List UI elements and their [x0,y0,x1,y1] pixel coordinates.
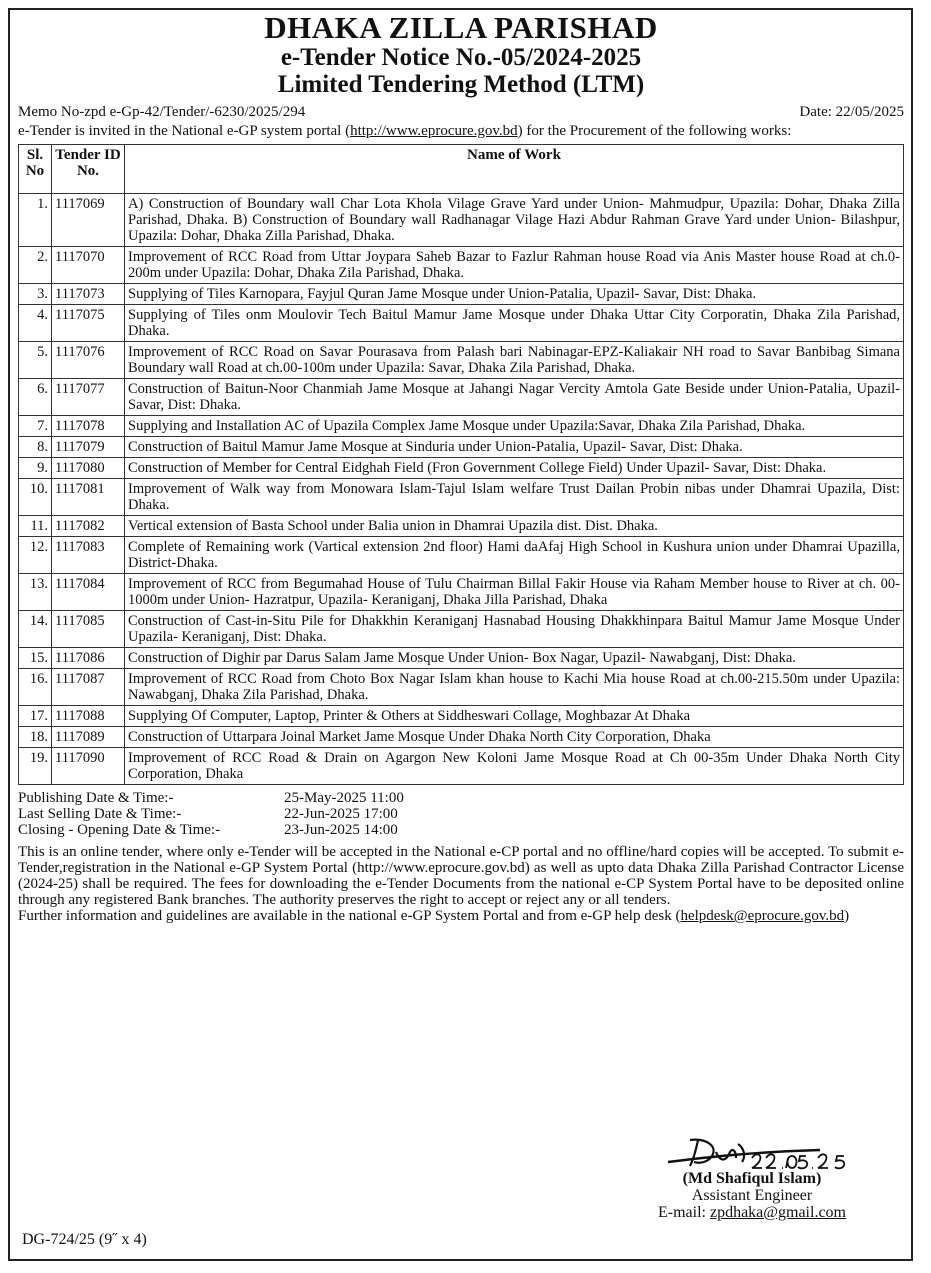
tender-id-cell: 1117088 [52,706,125,727]
table-header-row [19,145,904,194]
work-name-cell: Construction of Dighir par Darus Salam Jame Mosque Under Union- Box Nagar, Upazil- Nawabganj, Dist: Dhaka. [125,648,904,669]
work-name-cell: Supplying and Installation AC of Upazila Complex Jame Mosque under Upazila:Savar, Dhaka Zila Parishad, Dhaka. [125,416,904,437]
further-info-paragraph [18,908,904,924]
signatory-email-link[interactable]: zpdhaka@gmail.com [709,1204,846,1221]
signatory-email [612,1204,892,1221]
date-value: 25-May-2025 11:00 [284,790,404,806]
table-row [19,194,904,247]
table-row [19,479,904,516]
serial-number-cell: 10. [19,479,52,516]
serial-number-cell: 6. [19,379,52,416]
serial-number-cell: 1. [19,194,52,247]
tender-id-cell: 1117075 [52,305,125,342]
signatory-designation: Assistant Engineer [691,1187,813,1204]
serial-number-cell: 7. [19,416,52,437]
serial-number-cell: 15. [19,648,52,669]
date-value: 23-Jun-2025 14:00 [284,822,398,838]
tender-id-cell: 1117069 [52,194,125,247]
office-title: DHAKA ZILLA PARISHAD [264,10,658,45]
serial-number-cell: 13. [19,574,52,611]
notice-date: Date: 22/05/2025 [799,104,904,120]
tender-id-cell: 1117076 [52,342,125,379]
table-row [19,379,904,416]
date-row [18,822,904,838]
notice-number: e-Tender Notice No.-05/2024-2025 [280,44,642,71]
table-row [19,516,904,537]
table-row [19,342,904,379]
tender-id-cell: 1117070 [52,247,125,284]
work-name-cell: Construction of Cast-in-Situ Pile for Dhakkhin Keraniganj Hasnabad Housing Dhakkhinpara Baitul Mamur Jame Mosque Under Upazila- Keraniganj, Dist: Dhaka. [125,611,904,648]
date-label: Closing - Opening Date & Time:- [18,822,221,838]
serial-number-cell: 19. [19,748,52,785]
works-table-body [19,194,904,785]
tender-id-cell: 1117077 [52,379,125,416]
work-name-cell: Improvement of Walk way from Monowara Islam-Tajul Islam welfare Trust Dailan Probin nibas under Dhamrai Upazila, Dist: Dhaka. [125,479,904,516]
table-row [19,648,904,669]
work-name-cell: Supplying of Tiles onm Moulovir Tech Baitul Mamur Jame Mosque under Dhaka Uttar City Corporatin, Dhaka Zila Parishad, Dhaka. [125,305,904,342]
date-label: Last Selling Date & Time:- [18,806,182,822]
further-info-text: Further information and guidelines are available in the national e-GP System Portal and from e-GP help desk ( [18,908,681,924]
further-info-close: ) [844,908,850,924]
work-name-cell: Improvement of RCC Road from Choto Box Nagar Islam khan house to Kachi Mia house Road at ch.00-215.50m under Upazila: Nawabganj, Dhaka Zila Parishad, Dhaka. [125,669,904,706]
date-label: Publishing Date & Time:- [18,790,174,806]
tender-id-cell: 1117084 [52,574,125,611]
work-name-cell: Improvement of RCC Road from Uttar Joypara Saheb Bazar to Fazlur Rahman house Road via Anis Master house Road at ch.0-200m under Upazila: Dohar, Dhaka Zila Parishad, Dhaka. [125,247,904,284]
date-value: 22-Jun-2025 17:00 [284,806,398,822]
tender-id-cell: 1117082 [52,516,125,537]
tender-id-cell: 1117073 [52,284,125,305]
intro-before: e-Tender is invited in the National e-GP system portal ( [18,123,351,139]
tender-id-cell: 1117089 [52,727,125,748]
eprocure-link[interactable]: http://www.eprocure.gov.bd [350,123,518,139]
serial-number-cell: 2. [19,247,52,284]
tender-id-cell: 1117078 [52,416,125,437]
header-sl: Sl. No [19,145,52,194]
tender-id-cell: 1117080 [52,458,125,479]
serial-number-cell: 12. [19,537,52,574]
work-name-cell: Complete of Remaining work (Vartical extension 2nd floor) Hami daAfaj High School in Kushura union under Dhamrai Upazilla, District-Dhaka. [125,537,904,574]
email-label: E-mail: [657,1204,710,1221]
serial-number-cell: 8. [19,437,52,458]
header-tender-id: Tender ID No. [52,145,125,194]
signature-block [612,1122,892,1221]
work-name-cell: Supplying of Tiles Karnopara, Fayjul Quran Jame Mosque under Union-Patalia, Upazil- Savar, Dist: Dhaka. [125,284,904,305]
serial-number-cell: 11. [19,516,52,537]
table-row [19,537,904,574]
tender-id-cell: 1117081 [52,479,125,516]
serial-number-cell: 4. [19,305,52,342]
helpdesk-email-link[interactable]: helpdesk@eprocure.gov.bd [680,908,845,924]
table-row [19,706,904,727]
work-name-cell: Improvement of RCC from Begumahad House of Tulu Chairman Billal Fakir House via Raham Member house to River at ch. 00-1000m under Union- Hazratpur, Upazila- Keraniganj, Dhaka Jilla Parishad, Dhaka [125,574,904,611]
date-row [18,790,904,806]
table-row [19,748,904,785]
work-name-cell: Improvement of RCC Road & Drain on Agargon New Koloni Jame Mosque Road at Ch 00-35m Under Dhaka North City Corporation, Dhaka [125,748,904,785]
signature-space [612,1122,892,1170]
notice-content [18,10,904,924]
tender-id-cell: 1117086 [52,648,125,669]
table-row [19,284,904,305]
serial-number-cell: 14. [19,611,52,648]
work-name-cell: Construction of Member for Central Eidghah Field (Fron Government College Field) Under Upazil- Savar, Dist: Dhaka. [125,458,904,479]
header-name-of-work: Name of Work [125,145,904,194]
table-row [19,416,904,437]
tender-dates [18,790,904,838]
table-row [19,437,904,458]
work-name-cell: Construction of Baitun-Noor Chanmiah Jame Mosque at Jahangi Nagar Vercity Amtola Gate Beside under Union-Patalia, Upazil- Savar, Dist: Dhaka. [125,379,904,416]
intro-text [18,123,904,140]
table-row [19,611,904,648]
work-name-cell: Construction of Uttarpara Joinal Market Jame Mosque Under Dhaka North City Corporation, Dhaka [125,727,904,748]
serial-number-cell: 16. [19,669,52,706]
work-name-cell: Supplying Of Computer, Laptop, Printer & Others at Siddheswari Collage, Moghbazar At Dhaka [125,706,904,727]
serial-number-cell: 9. [19,458,52,479]
serial-number-cell: 18. [19,727,52,748]
work-name-cell: Vertical extension of Basta School under Balia union in Dhamrai Upazila dist. Dist. Dhaka. [125,516,904,537]
work-name-cell: Improvement of RCC Road on Savar Pourasava from Palash bari Nabinagar-EPZ-Kaliakair NH road to Savar Banbibag Simana Boundary wall Road at ch.00-100m under Upazila: Savar, Dhaka Zila Parishad, Dhaka. [125,342,904,379]
tender-id-cell: 1117083 [52,537,125,574]
memo-number: Memo No-zpd e-Gp-42/Tender/-6230/2025/294 [18,104,306,120]
date-row [18,806,904,822]
table-row [19,727,904,748]
memo-row [18,103,904,121]
work-name-cell: Construction of Baitul Mamur Jame Mosque at Sinduria under Union-Patalia, Upazil- Savar, Dist: Dhaka. [125,437,904,458]
serial-number-cell: 5. [19,342,52,379]
table-row [19,305,904,342]
table-row [19,574,904,611]
tender-id-cell: 1117090 [52,748,125,785]
table-row [19,458,904,479]
publication-code: DG-724/25 (9˝ x 4) [22,1231,147,1248]
work-name-cell: A) Construction of Boundary wall Char Lota Khola Vilage Grave Yard under Union- Mahmudpur, Upazila: Dohar, Dhaka Zilla Parishad, Dhaka. B) Construction of Boundary wall Radhanagar Vilage Hazi Abdur Rahman Grave Yard under Union- Bilashpur, Upazila: Dohar, Dhaka Zilla Parishad, Dhaka. [125,194,904,247]
works-table [18,144,904,785]
tender-method: Limited Tendering Method (LTM) [277,71,645,98]
tender-id-cell: 1117079 [52,437,125,458]
intro-after: ) for the Procurement of the following works: [517,123,792,139]
table-row [19,247,904,284]
tender-id-cell: 1117087 [52,669,125,706]
signatory-name: (Md Shafiqul Islam) [682,1170,822,1187]
serial-number-cell: 3. [19,284,52,305]
serial-number-cell: 17. [19,706,52,727]
online-tender-paragraph: This is an online tender, where only e-Tender will be accepted in the National e-CP portal and no offline/hard copies will be accepted. To submit e-Tender,registration in the National e-GP System Portal (http://www.eprocure.gov.bd) as well as upto data Dhaka Zilla Parishad Contractor License (2024-25) shall be required. The fees for downloading the e-Tender Documents from the national e-CP System Portal have to be deposited online through any registered Bank branches. The authority preserves the right to accept or reject any or all tenders. [18,844,904,908]
table-row [19,669,904,706]
tender-id-cell: 1117085 [52,611,125,648]
